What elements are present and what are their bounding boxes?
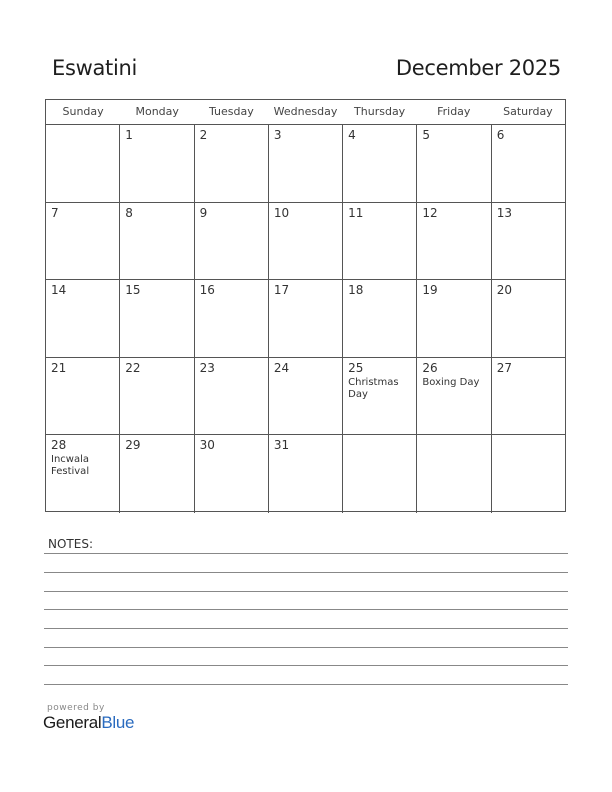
day-number: 24 [273, 360, 290, 375]
month-title: December 2025 [395, 56, 561, 80]
day-number: 1 [125, 128, 133, 142]
day-cell [492, 358, 565, 435]
week-row [46, 358, 565, 436]
day-number: 25 [348, 360, 364, 375]
day-number: 12 [422, 205, 438, 220]
day-cell [195, 435, 269, 513]
day-cell [46, 125, 120, 202]
day-number: 27 [496, 360, 512, 375]
notes-line [44, 609, 568, 610]
notes-line [44, 553, 568, 554]
weekday-wednesday: Wednesday [273, 105, 338, 118]
day-cell [120, 435, 194, 513]
day-number: 16 [199, 283, 215, 298]
day-cell [46, 203, 120, 280]
weekday-friday: Friday [437, 105, 471, 118]
day-cell [46, 435, 120, 513]
day-cell [269, 125, 343, 202]
day-cell [120, 280, 194, 357]
day-number: 17 [273, 283, 290, 298]
weekday-sunday: Sunday [62, 105, 104, 118]
day-number: 10 [273, 205, 290, 220]
day-cell [417, 203, 491, 280]
brand-logo [43, 703, 134, 733]
holiday-label: Christmas Day [348, 376, 399, 400]
day-cell [343, 280, 417, 357]
day-cell [343, 125, 417, 202]
day-number: 19 [422, 283, 438, 298]
day-number: 2 [199, 128, 208, 142]
notes-line [44, 665, 568, 666]
day-cell [120, 358, 194, 435]
day-number: 22 [125, 360, 141, 375]
day-number: 14 [51, 283, 67, 298]
day-cell [195, 203, 269, 280]
week-row [46, 280, 565, 358]
day-number: 18 [348, 283, 364, 298]
day-number: 31 [273, 438, 290, 453]
day-cell [492, 280, 565, 357]
day-number: 21 [51, 360, 67, 375]
weekday-monday: Monday [135, 105, 179, 118]
day-number: 15 [125, 283, 141, 298]
brand-name-general: General [43, 713, 102, 732]
weekday-saturday: Saturday [503, 105, 553, 118]
day-cell [269, 435, 343, 513]
notes-line [44, 684, 568, 685]
day-number: 29 [125, 438, 141, 453]
day-cell [417, 280, 491, 357]
day-cell [343, 203, 417, 280]
day-number: 30 [199, 438, 215, 453]
day-cell [492, 125, 565, 202]
day-cell [269, 358, 343, 435]
powered-by-text: powered by [47, 703, 105, 713]
day-cell [46, 280, 120, 357]
holiday-label: Incwala Festival [51, 454, 90, 478]
weekday-tuesday: Tuesday [208, 105, 254, 118]
day-cell [120, 125, 194, 202]
day-number: 20 [496, 283, 512, 298]
notes-line [44, 591, 568, 592]
day-number: 23 [199, 360, 215, 375]
day-cell [492, 435, 565, 513]
week-row [46, 125, 565, 203]
day-number: 3 [273, 128, 282, 142]
calendar-grid [45, 99, 566, 512]
weekday-thursday: Thursday [354, 105, 406, 118]
week-row [46, 203, 565, 281]
day-number: 5 [422, 128, 431, 142]
day-cell [343, 358, 417, 435]
day-number: 6 [496, 128, 505, 142]
day-number: 11 [348, 205, 364, 220]
day-cell [492, 203, 565, 280]
day-cell [417, 435, 491, 513]
day-cell [120, 203, 194, 280]
day-number: 26 [422, 360, 438, 375]
notes-label: NOTES: [48, 537, 93, 551]
day-cell [46, 358, 120, 435]
day-cell [269, 280, 343, 357]
notes-line [44, 572, 568, 573]
day-number: 13 [496, 205, 512, 220]
day-number: 28 [51, 438, 67, 453]
day-cell [195, 358, 269, 435]
brand-name [43, 713, 134, 732]
holiday-label: Boxing Day [422, 376, 480, 388]
notes-line [44, 647, 568, 648]
day-cell [195, 280, 269, 357]
day-cell [343, 435, 417, 513]
day-cell [417, 358, 491, 435]
day-cell [195, 125, 269, 202]
day-number: 4 [348, 128, 356, 142]
day-cell [269, 203, 343, 280]
day-number: 8 [125, 205, 133, 220]
brand-name-blue: Blue [101, 713, 135, 732]
week-row [46, 435, 565, 513]
day-number: 7 [51, 205, 59, 220]
weekday-header-row [46, 100, 565, 125]
country-title: Eswatini [52, 56, 138, 80]
day-cell [417, 125, 491, 202]
day-number: 9 [199, 205, 208, 220]
notes-line [44, 628, 568, 629]
